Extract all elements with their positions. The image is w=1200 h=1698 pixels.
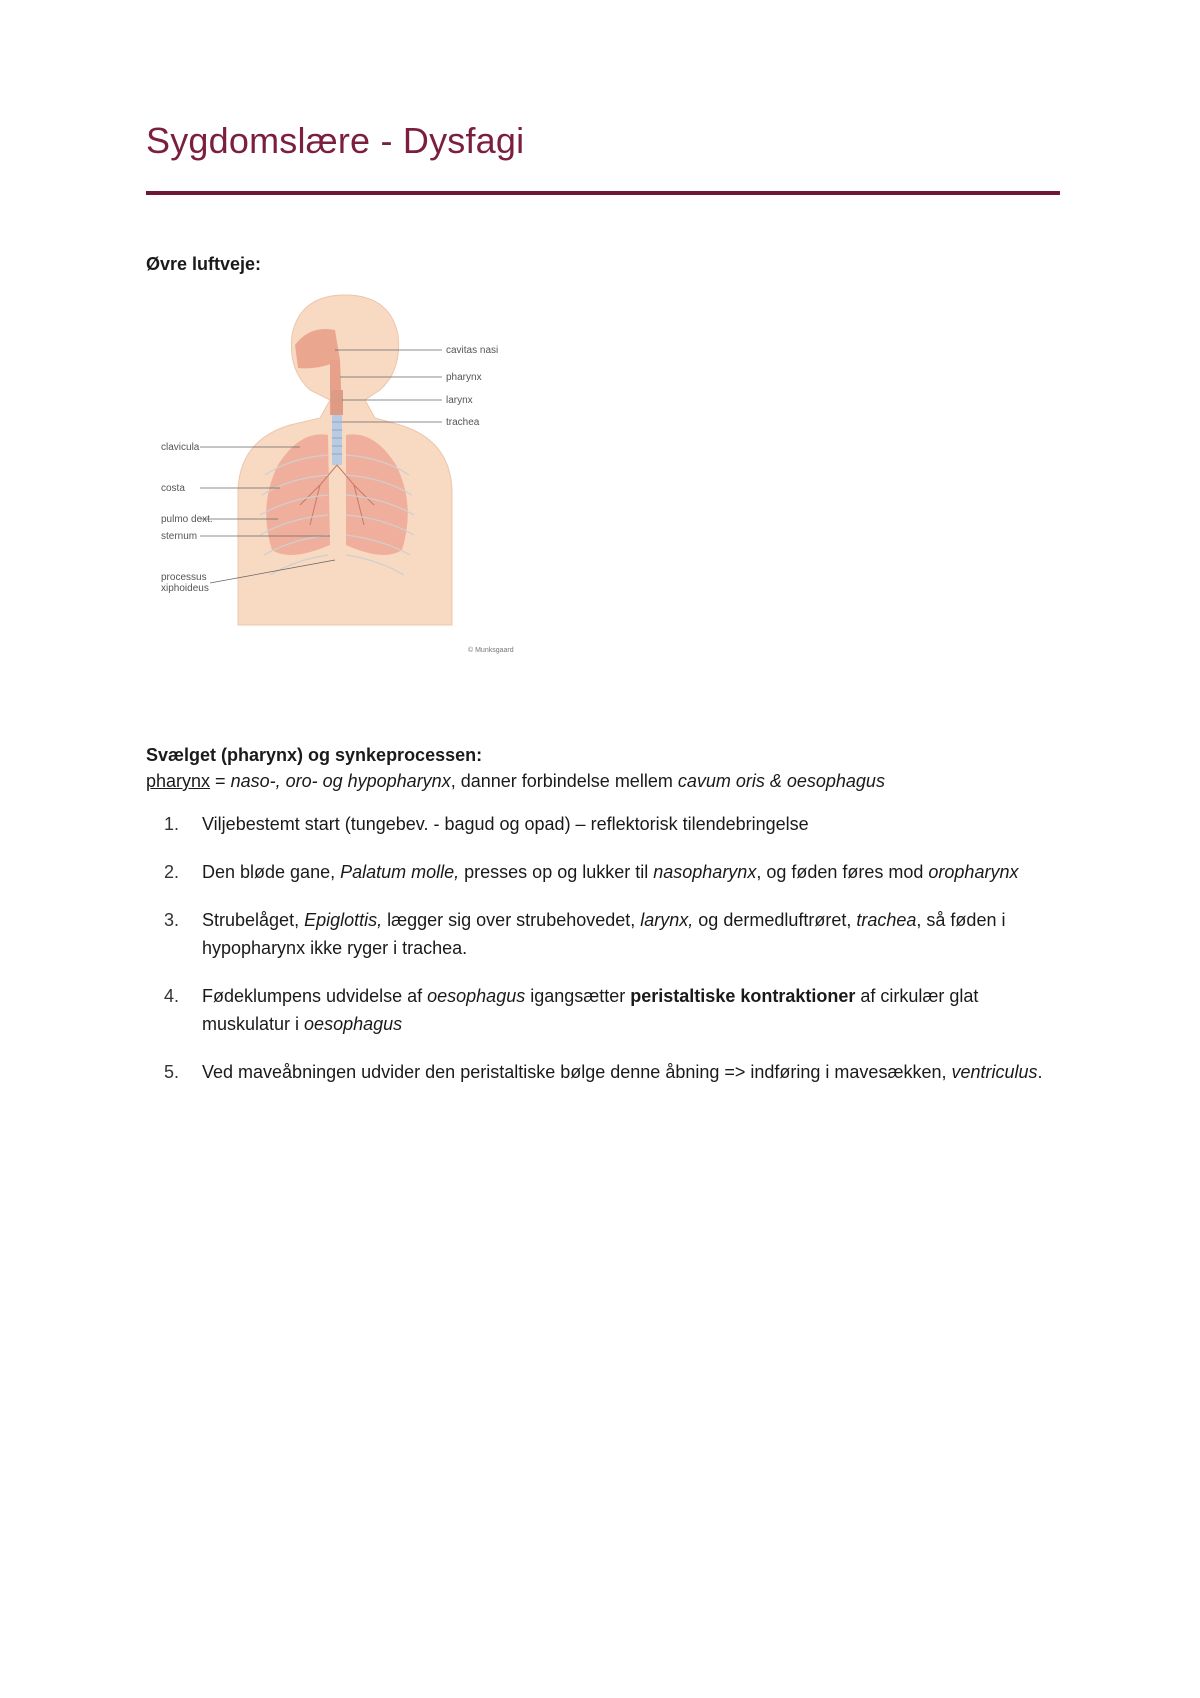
list-item-number: 4. bbox=[164, 986, 180, 1006]
label-sternum: sternum bbox=[161, 531, 198, 542]
label-clavicula: clavicula bbox=[161, 442, 200, 453]
list-item-number: 3. bbox=[164, 910, 180, 930]
list-item-text: peristaltiske kontraktioner bbox=[630, 986, 856, 1006]
section-heading-pharynx: Svælget (pharynx) og synkeprocessen: bbox=[146, 745, 483, 765]
list-item-text: Den bløde gane, bbox=[202, 862, 341, 882]
label-pulmo-dext: pulmo dext. bbox=[161, 514, 213, 525]
page-title: Sygdomslære - Dysfagi bbox=[146, 120, 525, 161]
list-item-number: 1. bbox=[164, 814, 180, 834]
section-heading-upper-airways: Øvre luftveje: bbox=[146, 254, 262, 274]
pharynx-definition bbox=[146, 768, 1066, 794]
list-item-text: Ved maveåbningen udvider den peristaltiske bølge denne åbning => indføring i mavesækken, bbox=[202, 1062, 952, 1082]
list-item-text: oesophagus bbox=[304, 1014, 403, 1034]
list-item-text: larynx, bbox=[640, 910, 694, 930]
list-item-text: oesophagus bbox=[427, 986, 526, 1006]
list-item bbox=[146, 1058, 1066, 1086]
definition-text: , danner forbindelse mellem bbox=[450, 771, 678, 791]
label-processus: processus bbox=[161, 572, 207, 583]
body-silhouette bbox=[238, 295, 452, 625]
list-item-text: trachea bbox=[856, 910, 917, 930]
definition-italic-parts: naso-, oro- og hypopharynx bbox=[230, 771, 451, 791]
swallowing-section bbox=[146, 742, 1066, 1106]
figure-credit: © Munksgaard bbox=[468, 647, 514, 654]
label-pharynx: pharynx bbox=[446, 372, 482, 383]
list-item-number: 5. bbox=[164, 1062, 180, 1082]
list-item-text: ventriculus bbox=[951, 1062, 1038, 1082]
list-item-text: . bbox=[1037, 1062, 1043, 1082]
list-item-text: Strubelåget, bbox=[202, 910, 305, 930]
definition-italic-connection: cavum oris & oesophagus bbox=[677, 771, 885, 791]
label-trachea: trachea bbox=[446, 417, 480, 428]
title-divider bbox=[146, 191, 1060, 195]
list-item-text: og dermedluftrøret, bbox=[693, 910, 857, 930]
label-xiphoideus: xiphoideus bbox=[161, 583, 209, 594]
respiratory-system-illustration bbox=[160, 290, 530, 660]
list-item bbox=[146, 810, 1066, 838]
list-item-text: Viljebestemt start (tungebev. - bagud og opad) – reflektorisk tilendebringelse bbox=[202, 814, 809, 834]
list-item bbox=[146, 982, 1066, 1038]
list-item-text: nasopharynx bbox=[653, 862, 757, 882]
list-item-text: igangsætter bbox=[525, 986, 631, 1006]
list-item-number: 2. bbox=[164, 862, 180, 882]
list-item-text: oropharynx bbox=[928, 862, 1019, 882]
list-item-text: Fødeklumpens udvidelse af bbox=[202, 986, 428, 1006]
list-item-text: af cirkulær glat muskulatur i bbox=[202, 986, 979, 1034]
respiratory-diagram-svg bbox=[160, 290, 530, 660]
label-cavitas-nasi: cavitas nasi bbox=[446, 345, 499, 356]
label-costa: costa bbox=[161, 483, 185, 494]
pharynx-term: pharynx bbox=[146, 771, 211, 791]
list-item-text: lægger sig over strubehovedet, bbox=[382, 910, 641, 930]
list-item-text: Palatum molle, bbox=[340, 862, 460, 882]
list-item-text: presses op og lukker til bbox=[459, 862, 654, 882]
larynx-shape bbox=[331, 390, 343, 415]
list-item-text: , og føden føres mod bbox=[756, 862, 929, 882]
list-item-text: , så føden i hypopharynx ikke ryger i trachea. bbox=[202, 910, 1006, 958]
swallowing-steps-list bbox=[146, 810, 1066, 1086]
definition-equals: = bbox=[210, 771, 231, 791]
list-item-text: Epiglottis, bbox=[304, 910, 383, 930]
list-item bbox=[146, 906, 1066, 962]
label-larynx: larynx bbox=[446, 395, 473, 406]
list-item bbox=[146, 858, 1066, 886]
